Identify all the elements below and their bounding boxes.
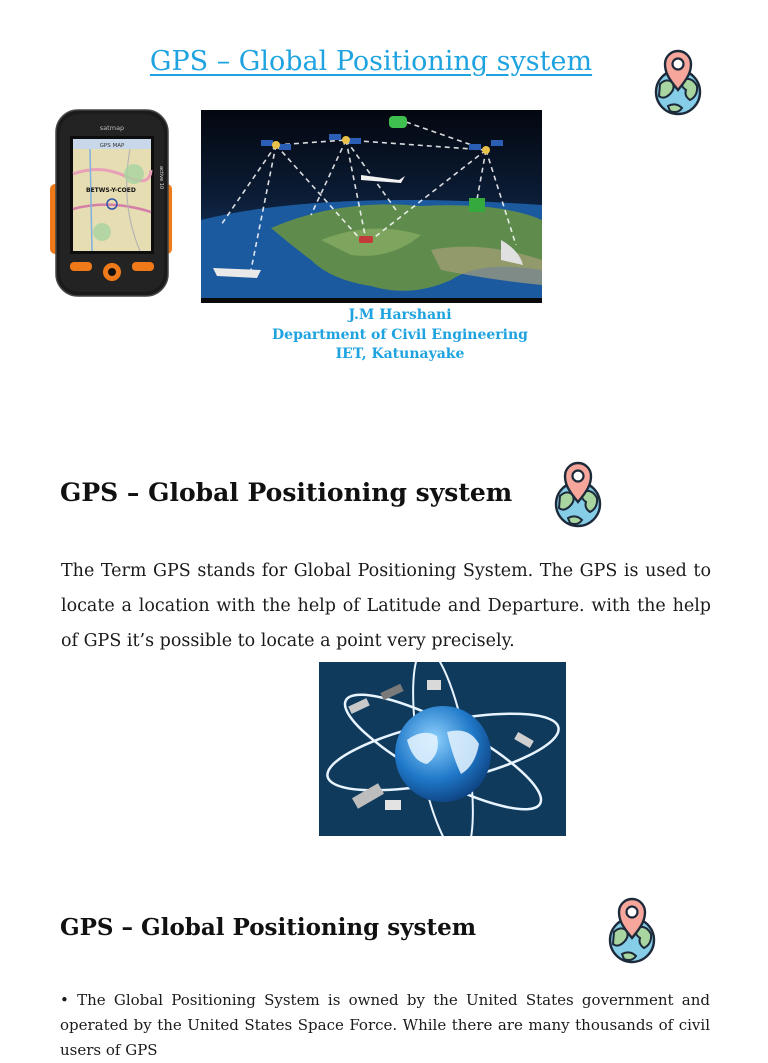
- bullet-item: [60, 988, 710, 1063]
- device-brand: satmap: [99, 124, 125, 132]
- device-screen-title: GPS MAP: [99, 143, 125, 149]
- author-name: J.M Harshani: [348, 307, 452, 323]
- gps-device-image: [30, 104, 190, 300]
- orbit-globe-image: [319, 662, 566, 836]
- bullet-text: The Global Positioning System is owned by the United States government and operated by the United States Space Force. While there are many thousands of civil users of GPS: [60, 991, 710, 1059]
- device-place-label: BETWS-Y-COED: [86, 187, 136, 194]
- satellite-network-image: [201, 110, 542, 303]
- author-block: [240, 306, 560, 365]
- device-side-label: active 10: [158, 166, 164, 190]
- section-paragraph: The Term GPS stands for Global Positioning System. The GPS is used to locate a location with the help of Latitude and Departure. with the help of GPS it’s possible to locate a point very precisely.: [61, 561, 711, 651]
- section-title: GPS – Global Positioning system: [60, 478, 513, 507]
- page-title: GPS – Global Positioning system: [149, 46, 593, 77]
- globe-pin-icon: [652, 44, 704, 118]
- section-title: GPS – Global Positioning system: [60, 914, 477, 941]
- globe-pin-icon: [552, 456, 604, 530]
- bullet-icon: •: [60, 991, 78, 1009]
- globe-pin-icon: [606, 892, 658, 966]
- author-department: Department of Civil Engineering: [272, 326, 528, 343]
- author-institute: IET, Katunayake: [335, 346, 465, 362]
